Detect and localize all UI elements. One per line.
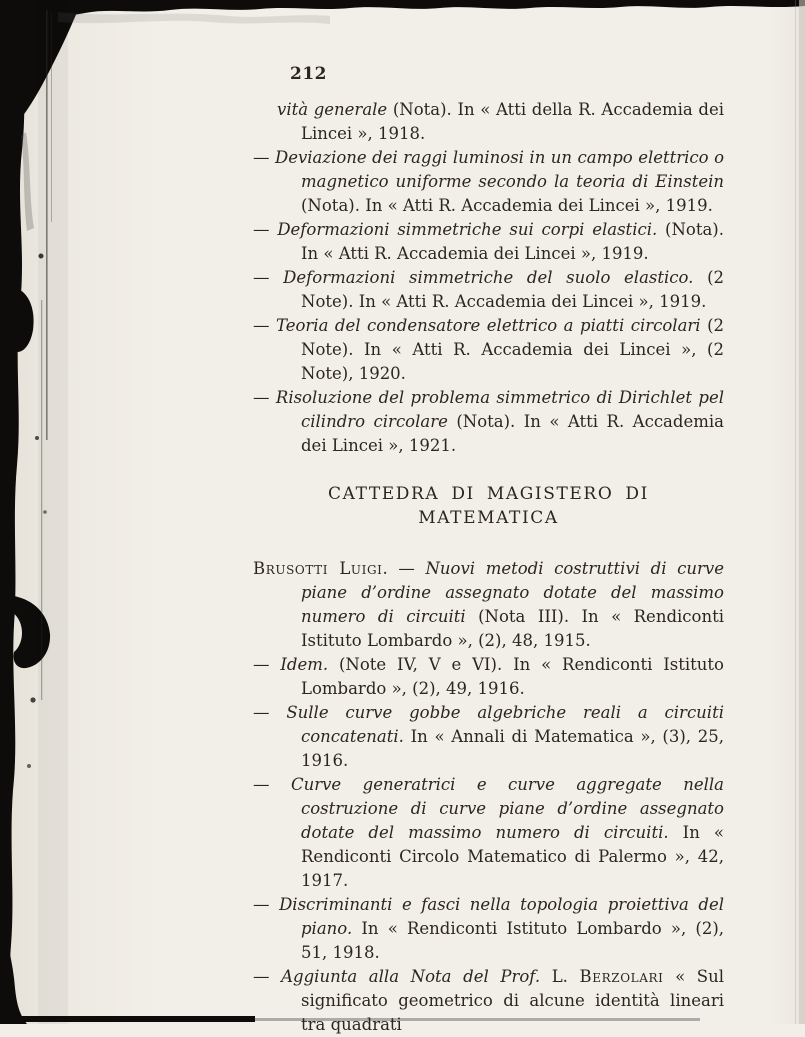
- entry-text-segment: —: [253, 148, 275, 167]
- bibliography-entry: [253, 218, 724, 266]
- entry-text-segment: « Sul significato geometrico di alcune identità lineari tra quadrati: [301, 967, 725, 1034]
- bibliography-entry: [253, 314, 724, 386]
- bibliography-entry: [253, 98, 724, 146]
- entry-text-segment: In « Rendiconti Istituto Lombardo », (2), 51, 1918.: [301, 919, 724, 962]
- entry-text-segment: (Note IV, V e VI). In « Rendiconti Istituto Lombardo », (2), 49, 1916.: [301, 655, 724, 698]
- entry-text-segment: (Nota). In « Atti R. Accademia dei Lincei », 1921.: [301, 412, 724, 455]
- entry-text-segment: —: [253, 775, 291, 794]
- entry-text-segment: Idem.: [280, 655, 329, 674]
- entry-text-segment: Deformazioni simmetriche sui corpi elastici.: [277, 220, 658, 239]
- entry-text-segment: Deformazioni simmetriche del suolo elastico.: [283, 268, 694, 287]
- bibliography-text-block: [253, 98, 724, 1037]
- bibliography-entry: [253, 701, 724, 773]
- bibliography-section-top: [253, 98, 724, 458]
- entry-text-segment: vità generale: [277, 100, 388, 119]
- entry-text-segment: (2 Note). In « Atti R. Accademia dei Lincei », 1919.: [301, 268, 725, 311]
- bibliography-entry: [253, 266, 724, 314]
- left-edge-artifact: [0, 0, 50, 1024]
- entry-text-segment: —: [253, 220, 278, 239]
- entry-text-segment: —: [253, 655, 281, 674]
- bibliography-entry: [253, 893, 724, 965]
- entry-text-segment: Discriminanti e fasci nella topologia proiettiva del piano.: [279, 895, 724, 938]
- chapter-heading: CATTEDRA DI MAGISTERO DI MATEMATICA: [328, 484, 649, 528]
- entry-text-segment: . —: [382, 559, 426, 578]
- entry-text-segment: Aggiunta alla Nota del Prof.: [281, 967, 552, 986]
- entry-text-segment: In « Annali di Matematica », (3), 25, 1916.: [301, 727, 724, 770]
- entry-text-segment: Deviazione dei raggi luminosi in un campo elettrico o magnetico uniforme secondo la teoria di Einstein: [274, 148, 724, 191]
- entry-text-segment: Brusotti Luigi: [253, 559, 383, 578]
- bibliography-entry: [253, 653, 724, 701]
- entry-text-segment: (Nota). In « Atti R. Accademia dei Lincei », 1919.: [301, 196, 713, 215]
- entry-text-segment: Teoria del condensatore elettrico a piatti circolari: [276, 316, 701, 335]
- right-edge-shadow: [795, 0, 805, 1024]
- binding-crease-lines: [38, 0, 68, 1024]
- entry-text-segment: —: [253, 703, 287, 722]
- bibliography-entry: [253, 965, 724, 1037]
- entry-text-segment: —: [253, 316, 276, 335]
- bibliography-section-bottom: [253, 557, 724, 1037]
- entry-text-segment: —: [253, 388, 276, 407]
- entry-text-segment: (Nota). In « Atti della R. Accademia dei Lincei », 1918.: [301, 100, 725, 143]
- entry-text-segment: L.: [551, 967, 580, 986]
- bibliography-entry: [253, 146, 724, 218]
- entry-text-segment: Sulle curve gobbe algebriche reali a circuiti concatenati.: [286, 703, 724, 746]
- bibliography-entry: [253, 557, 724, 653]
- entry-text-segment: In « Rendiconti Circolo Matematico di Palermo », 42, 1917.: [301, 823, 724, 890]
- entry-text-segment: —: [253, 895, 280, 914]
- entry-text-segment: (2 Note). In « Atti R. Accademia dei Lincei », (2 Note), 1920.: [301, 316, 725, 383]
- bibliography-entry: [253, 386, 724, 458]
- entry-text-segment: —: [253, 967, 282, 986]
- entry-text-segment: (Nota III). In « Rendiconti Istituto Lombardo », (2), 48, 1915.: [301, 607, 724, 650]
- entry-text-segment: Curve generatrici e curve aggregate nella costruzione di curve piane d’ordine assegnato dotate del massimo numero di circuiti.: [290, 775, 724, 842]
- page-number: 212: [290, 64, 327, 84]
- bibliography-entry: [253, 773, 724, 893]
- entry-text-segment: Risoluzione del problema simmetrico di Dirichlet pel cilindro circolare: [275, 388, 724, 431]
- entry-text-segment: (Nota). In « Atti R. Accademia dei Lincei », 1919.: [301, 220, 724, 263]
- entry-text-segment: Nuovi metodi costruttivi di curve piane d’ordine assegnato dotate del massimo numero di circuiti: [301, 559, 724, 626]
- entry-text-segment: Berzolari: [579, 967, 664, 986]
- entry-text-segment: —: [253, 268, 284, 287]
